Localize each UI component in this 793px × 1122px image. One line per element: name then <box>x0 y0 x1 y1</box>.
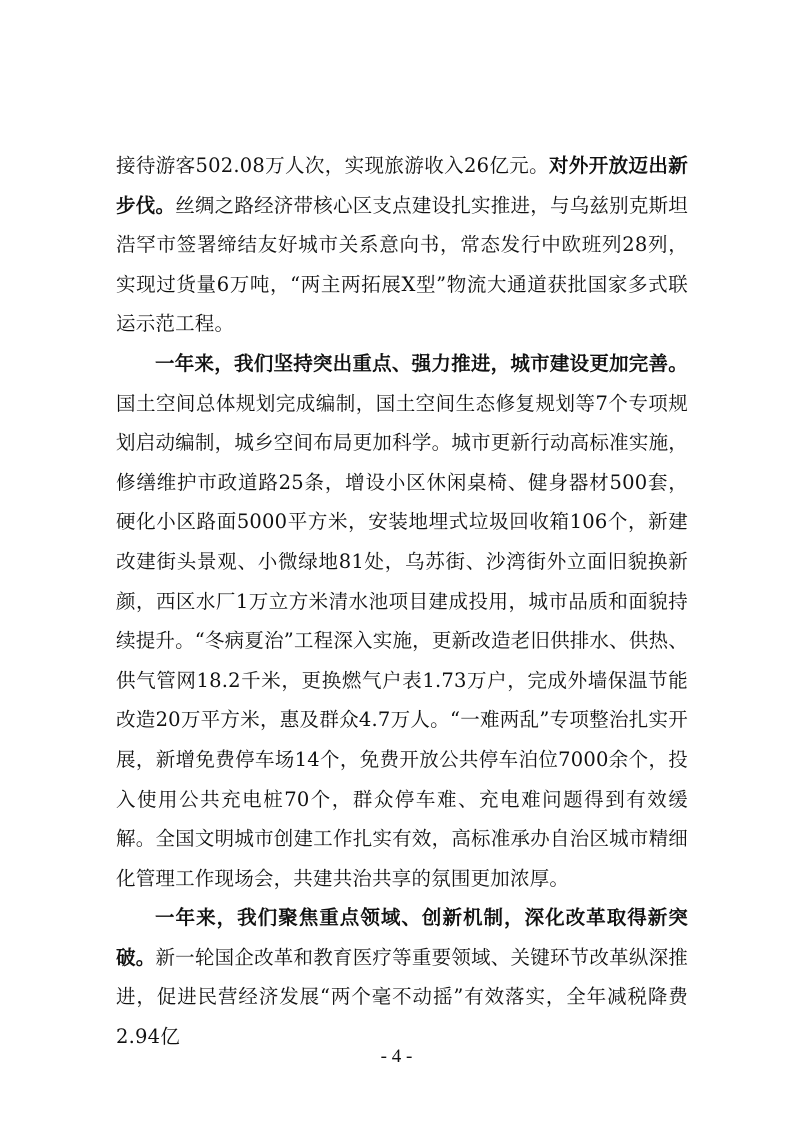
paragraph-1 <box>116 146 688 344</box>
paragraph-2-body: 国土空间总体规划完成编制，国土空间生态修复规划等7个专项规划启动编制，城乡空间布局更加科学。城市更新行动高标准实施，修缮维护市政道路25条，增设小区休闲桌椅、健身器材500套，硬化小区路面5000平方米，安装地埋式垃圾回收箱106个，新建改建街头景观、小微绿地81处，乌苏街、沙湾街外立面旧貌换新颜，西区水厂1万立方米清水池项目建成投用，城市品质和面貌持续提升。“冬病夏治”工程深入实施，更新改造老旧供排水、供热、供气管网18.2千米，更换燃气户表1.73万户，完成外墙保温节能改造20万平方米，惠及群众4.7万人。“一难两乱”专项整治扎实开展，新增免费停车场14个，免费开放公共停车泊位7000余个，投入使用公共充电桩70个，群众停车难、充电难问题得到有效缓解。全国文明城市创建工作扎实有效，高标准承办自治区城市精细化管理工作现场会，共建共治共享的氛围更加浓厚。 <box>116 391 688 890</box>
paragraph-1-heading-run: 对外开放迈出新步伐。 <box>116 154 688 217</box>
paragraph-2 <box>116 344 688 898</box>
paragraph-3 <box>116 898 688 1056</box>
paragraph-1-run-1: 接待游客502.08万人次，实现旅游收入26亿元。 <box>116 154 549 177</box>
document-body <box>116 146 688 1057</box>
paragraph-3-body: 新一轮国企改革和教育医疗等重要领域、关键环节改革纵深推进，促进民营经济发展“两个毫不动摇”有效落实，全年减税降费2.94亿 <box>116 945 688 1049</box>
paragraph-3-lead-sentence: 一年来，我们聚焦重点领域、创新机制，深化改革取得新突破。 <box>116 906 688 969</box>
page-number: - 4 - <box>380 1046 413 1067</box>
paragraph-2-lead-sentence: 一年来，我们坚持突出重点、强力推进，城市建设更加完善。 <box>155 351 688 375</box>
paragraph-1-run-3: 丝绸之路经济带核心区支点建设扎实推进，与乌兹别克斯坦浩罕市签署缔结友好城市关系意向书，常态发行中欧班列28列，实现过货量6万吨，“两主两拓展X型”物流大通道获批国家多式联运示范工程。 <box>116 193 689 336</box>
